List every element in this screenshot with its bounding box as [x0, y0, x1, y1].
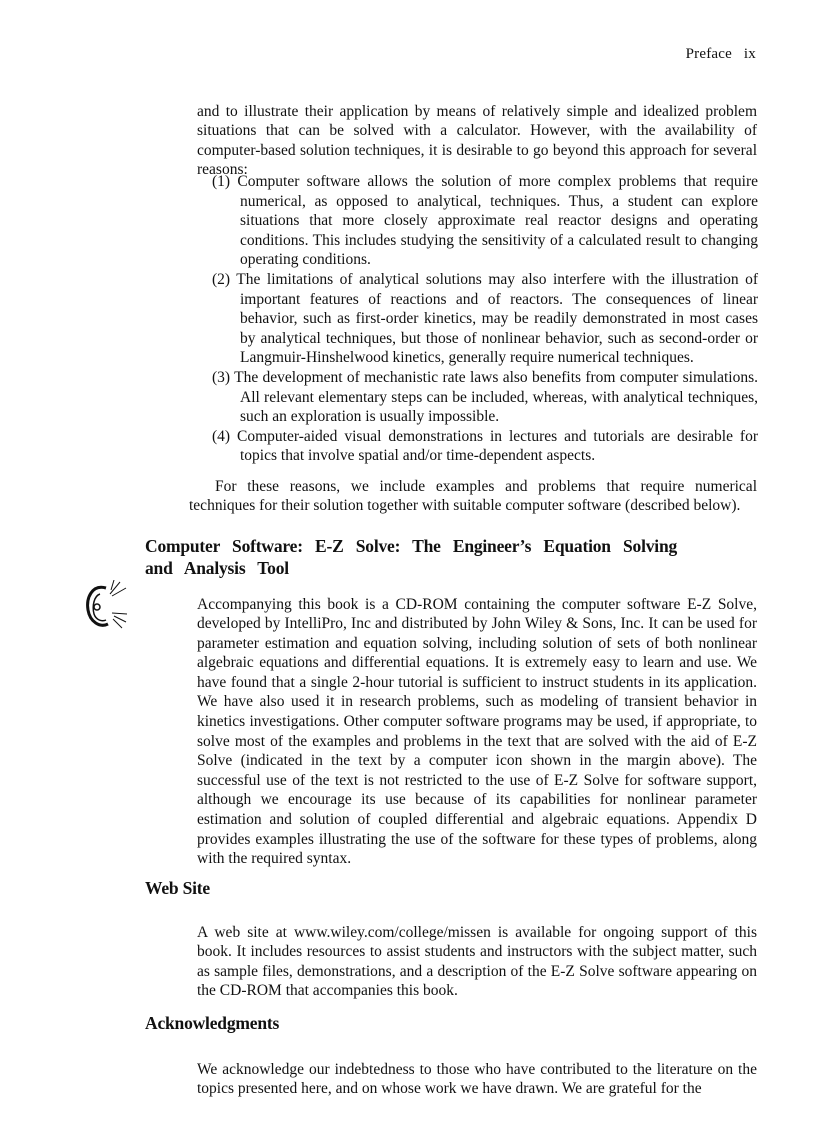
web-site-paragraph: A web site at www.wiley.com/college/missen is available for ongoing support of this book. It includes resources to assist students and instructors with the subject matter, such as sample files, demonstrations, and a description of the E-Z Solve software appearing on the CD-ROM that accompanies this book. — [197, 923, 757, 1000]
intro-paragraph: and to illustrate their application by means of relatively simple and idealized problem situations that can be solved with a calculator. However, with the availability of computer-based solution techniques, it is desirable to go beyond this approach for several reasons: — [197, 102, 757, 179]
computer-software-icon — [82, 580, 128, 632]
acknowledgments-heading: Acknowledgments — [145, 1013, 280, 1033]
web-site-heading: Web Site — [145, 878, 210, 898]
software-section-heading: Computer Software: E-Z Solve: The Engineer’s Equation Solving and Analysis Tool — [145, 536, 678, 578]
reason-item: (2) The limitations of analytical solutions may also interfere with the illustration of important features of reactions and of reactors. The consequences of linear behavior, such as first-order kinetics, may be readily demonstrated in most cases by analytical techniques, but those of nonlinear behavior, such as second-order or Langmuir-Hinshelwood kinetics, generally require numerical techniques. — [212, 270, 758, 367]
running-head-title: Preface — [685, 46, 732, 62]
page-number: ix — [743, 46, 756, 62]
acknowledgments-paragraph: We acknowledge our indebtedness to those who have contributed to the literature on the topics presented here, and on whose work we have drawn. We are grateful for the — [197, 1060, 757, 1098]
software-paragraph: Accompanying this book is a CD-ROM containing the computer software E-Z Solve, developed by IntelliPro, Inc and distributed by John Wiley & Sons, Inc. It can be used for parameter estimation and equation solving, including solution of sets of both nonlinear algebraic equations and differential equations. It is extremely easy to learn and use. We have found that a single 2-hour tutorial is sufficient to instruct students in its application. We have also used it in research problems, such as modeling of transient behavior in kinetics investigations. Other computer software programs may be used, if appropriate, to solve most of the examples and problems in the text that are solved with the aid of E-Z Solve (indicated in the text by a computer icon shown in the margin above). The successful use of the text is not restricted to the use of E-Z Solve for software support, although we encourage its use because of its capabilities for nonlinear parameter estimation and solution of coupled differential and algebraic equations. Appendix D provides examples illustrating the use of the software for these types of problems, along with the required syntax. — [197, 595, 757, 868]
running-head — [686, 46, 756, 63]
closing-paragraph: For these reasons, we include examples and problems that require numerical techniques for their solution together with suitable computer software (described below). — [189, 477, 757, 515]
reason-item: (4) Computer-aided visual demonstrations in lectures and tutorials are desirable for topics that involve spatial and/or time-dependent aspects. — [212, 427, 758, 465]
reason-item: (3) The development of mechanistic rate laws also benefits from computer simulations. All relevant elementary steps can be included, whereas, with analytical techniques, such an exploration is usually impossible. — [212, 368, 758, 426]
reasons-list — [212, 172, 758, 466]
reason-item: (1) Computer software allows the solution of more complex problems that require numerical, as opposed to analytical, techniques. Thus, a student can explore situations that more closely approximate real reactor designs and operating conditions. This includes studying the sensitivity of a calculated result to changing operating conditions. — [212, 173, 758, 269]
